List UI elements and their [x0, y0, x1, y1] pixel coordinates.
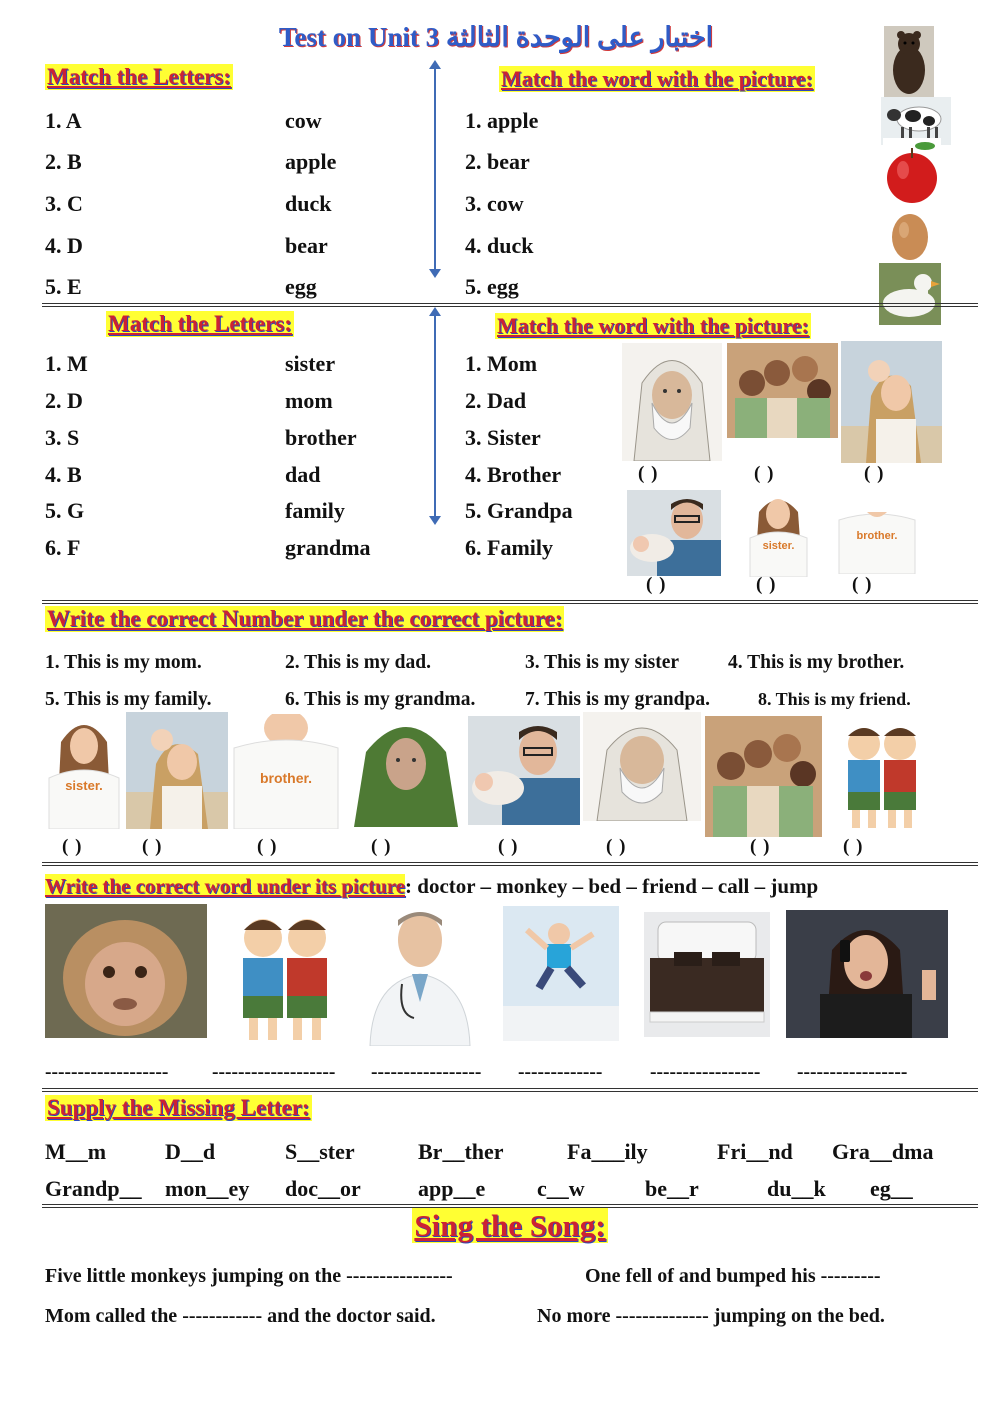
answer-paren[interactable]: ( ) [371, 836, 392, 857]
shirt-text-sister: sister. [65, 778, 103, 793]
word-item: bear [285, 233, 328, 258]
missing-letter-word[interactable]: eg__ [870, 1176, 913, 1201]
letter-item: 4. B [45, 462, 82, 487]
answer-blank[interactable]: ------------- [518, 1062, 603, 1083]
missing-letter-word[interactable]: c__w [537, 1176, 585, 1201]
write-word-line [45, 874, 818, 899]
sentence-item: 4. This is my brother. [728, 652, 905, 673]
picture-word-item: 1. Mom [465, 351, 538, 376]
answer-paren[interactable]: ( ) [257, 836, 278, 857]
answer-paren[interactable]: ( ) [852, 574, 873, 595]
sentence-item: 6. This is my grandma. [285, 689, 476, 710]
song-line: One fell of and bumped his --------- [585, 1265, 881, 1287]
word-item: dad [285, 462, 321, 487]
answer-paren[interactable]: ( ) [843, 836, 864, 857]
write-number-header: Write the correct Number under the correct picture: [47, 606, 563, 631]
answer-paren[interactable]: ( ) [864, 463, 885, 484]
missing-letter-word[interactable]: D__d [165, 1139, 216, 1164]
picture-word-item: 5. Grandpa [465, 498, 573, 523]
letter-item: 5. E [45, 274, 82, 299]
letter-item: 3. C [45, 191, 83, 216]
answer-paren[interactable]: ( ) [646, 574, 667, 595]
shirt-text-sister: sister. [762, 540, 795, 552]
answer-blank[interactable]: ----------------- [371, 1062, 482, 1083]
sentence-item: 5. This is my family. [45, 689, 212, 710]
monkey-image [45, 904, 207, 1038]
bed-image [644, 912, 770, 1037]
word-item: cow [285, 108, 322, 133]
word-item: grandma [285, 535, 371, 560]
match-letters-header-1: Match the Letters: [47, 64, 231, 89]
word-item: mom [285, 388, 333, 413]
duck-image [879, 263, 941, 325]
letter-item: 6. F [45, 535, 81, 560]
picture-word-item: 4. Brother [465, 462, 562, 487]
missing-letter-word[interactable]: doc__or [285, 1176, 361, 1201]
word-item: duck [285, 191, 332, 216]
apple-image [883, 138, 941, 206]
section-divider [42, 1088, 978, 1092]
answer-paren[interactable]: ( ) [606, 836, 627, 857]
missing-letter-word[interactable]: Fa___ily [567, 1139, 648, 1164]
letter-item: 2. D [45, 388, 83, 413]
doctor-image [362, 902, 478, 1046]
answer-blank[interactable]: ----------------- [797, 1062, 908, 1083]
picture-word-item: 3. cow [465, 191, 524, 216]
answer-paren[interactable]: ( ) [638, 463, 659, 484]
letter-item: 1. M [45, 351, 88, 376]
sentence-item: 1. This is my mom. [45, 652, 202, 673]
sister-image [744, 490, 813, 577]
answer-paren[interactable]: ( ) [756, 574, 777, 595]
brother-image [230, 714, 342, 829]
section-divider [42, 862, 978, 866]
missing-letter-word[interactable]: app__e [418, 1176, 486, 1201]
letter-item: 1. A [45, 108, 82, 133]
word-item: sister [285, 351, 336, 376]
mom-image [126, 712, 228, 829]
letter-item: 5. G [45, 498, 85, 523]
sentence-item: 3. This is my sister [525, 652, 680, 673]
word-item: brother [285, 425, 357, 450]
word-item: apple [285, 149, 337, 174]
sister-image [45, 712, 123, 829]
letter-item: 3. S [45, 425, 80, 450]
supply-letter-header: Supply the Missing Letter: [47, 1095, 310, 1120]
answer-blank[interactable]: ----------------- [650, 1062, 761, 1083]
answer-paren[interactable]: ( ) [754, 463, 775, 484]
missing-letter-word[interactable]: Grandp__ [45, 1176, 142, 1201]
sentence-item: 7. This is my grandpa. [525, 689, 710, 710]
picture-word-item: 2. bear [465, 149, 530, 174]
picture-word-item: 1. apple [465, 108, 539, 133]
song-header-wrap [0, 1208, 992, 1244]
letter-item: 2. B [45, 149, 82, 174]
letter-item: 4. D [45, 233, 83, 258]
missing-letter-word[interactable]: Fri__nd [717, 1139, 793, 1164]
match-picture-header-2: Match the word with the picture: [497, 313, 809, 338]
jump-image [503, 906, 619, 1041]
call-image [786, 910, 948, 1038]
missing-letter-word[interactable]: du__k [767, 1176, 826, 1201]
match-letters-header-2: Match the Letters: [108, 311, 292, 336]
answer-paren[interactable]: ( ) [62, 836, 83, 857]
shirt-text-brother: brother. [856, 530, 898, 542]
song-line: Five little monkeys jumping on the ---------------- [45, 1265, 453, 1287]
missing-letter-word[interactable]: be__r [645, 1176, 699, 1201]
grandpa-image [583, 712, 701, 821]
missing-letter-word[interactable]: mon__ey [165, 1176, 250, 1201]
friend-image [227, 908, 345, 1046]
answer-paren[interactable]: ( ) [498, 836, 519, 857]
grandma-image [346, 712, 465, 827]
section-divider [42, 600, 978, 604]
picture-word-item: 4. duck [465, 233, 534, 258]
answer-paren[interactable]: ( ) [142, 836, 163, 857]
bear-image [884, 26, 934, 98]
song-header: Sing the Song: [414, 1208, 606, 1243]
missing-letter-word[interactable]: Gra__dma [832, 1139, 934, 1164]
sentence-item: 8. This is my friend. [758, 689, 911, 709]
missing-letter-word[interactable]: Br__ther [418, 1139, 504, 1164]
page-title: Test on Unit 3 اختبار على الوحدة الثالثة [278, 22, 714, 52]
write-word-header: Write the correct word under its picture [45, 874, 406, 898]
family-image [727, 343, 838, 438]
brother-image [835, 508, 919, 574]
song-line: Mom called the ------------ and the doctor said. [45, 1305, 436, 1327]
double-arrow-1 [434, 62, 436, 276]
word-item: egg [285, 274, 317, 299]
dad-image [468, 716, 580, 825]
picture-word-item: 6. Family [465, 535, 553, 560]
egg-image [889, 210, 931, 262]
missing-letter-word[interactable]: M__m [45, 1139, 107, 1164]
match-picture-header-1: Match the word with the picture: [501, 66, 813, 91]
song-line: No more -------------- jumping on the bed. [537, 1305, 885, 1327]
double-arrow-2 [434, 309, 436, 523]
grandpa-image [622, 343, 722, 461]
picture-word-item: 3. Sister [465, 425, 541, 450]
mom-image [841, 341, 942, 463]
picture-word-item: 2. Dad [465, 388, 527, 413]
answer-blank[interactable]: ------------------- [45, 1062, 169, 1083]
dad-image [627, 490, 721, 576]
sentence-item: 2. This is my dad. [285, 652, 431, 673]
word-bank: : doctor – monkey – bed – friend – call – jump [405, 874, 819, 898]
friend-image [834, 716, 932, 833]
answer-paren[interactable]: ( ) [750, 836, 771, 857]
family-image [705, 716, 822, 837]
picture-word-item: 5. egg [465, 274, 519, 299]
shirt-text-brother: brother. [259, 770, 313, 786]
word-item: family [285, 498, 345, 523]
missing-letter-word[interactable]: S__ster [285, 1139, 355, 1164]
section-divider [42, 303, 978, 307]
answer-blank[interactable]: ------------------- [212, 1062, 336, 1083]
